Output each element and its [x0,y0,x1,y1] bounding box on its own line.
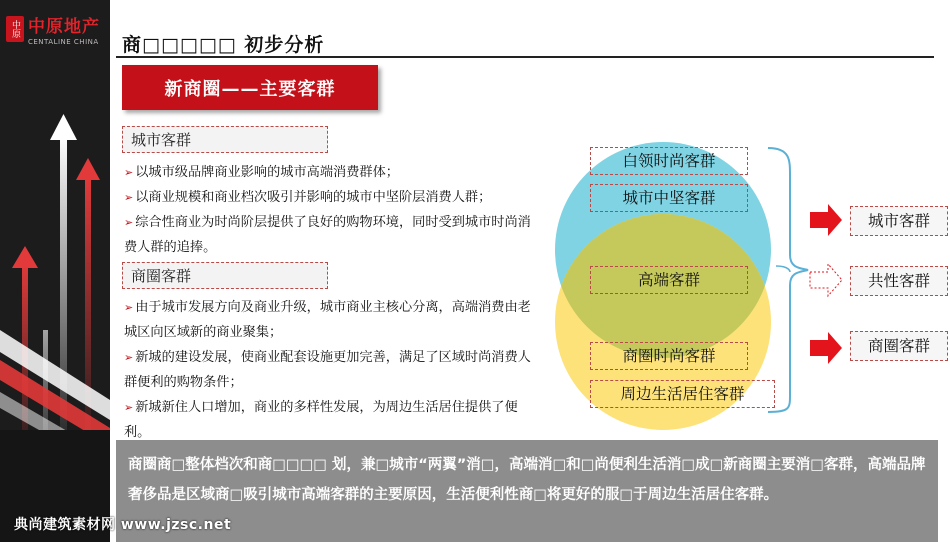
watermark: 典尚建筑素材网 www.jzsc.net [14,517,232,533]
section-banner: 新商圈——主要客群 [122,65,378,110]
outcome-district: 商圈客群 [850,331,948,361]
city-arrow-icon [810,204,842,236]
venn-label-residents: 周边生活居住客群 [590,380,775,408]
city-section-heading: 城市客群 [122,126,328,153]
page-title: 商□□□□□ 初步分析 [122,34,325,56]
venn-label-district-fashion: 商圈时尚客群 [590,342,748,370]
bullet-item: ➢ 综合性商业为时尚阶层提供了良好的购物环境，同时受到城市时尚消费人群的追捧。 [124,215,531,255]
bullet-item: ➢ 新城的建设发展，使商业配套设施更加完善，满足了区域时尚消费人群便利的购物条件； [124,350,531,390]
bullet-item: ➢ 新城新住人口增加，商业的多样性发展，为周边生活居住提供了便利。 [124,400,518,440]
group-bracket [768,148,808,412]
venn-label-white-collar: 白领时尚客群 [590,147,748,175]
brand-seal: 中原 [6,16,24,42]
brand-name-en: CENTALINE CHINA [28,38,99,46]
summary-box: 商圈商□整体档次和商□□□□ 划，兼□城市“两翼”消□，高端消□和□尚便利生活消□成□新商圈主要消□客群，高端品牌奢侈品是区域商□吸引城市高端客群的主要原因，生活便利性商□将更好的服□于周边生活居住客群。 [116,440,938,542]
district-section-heading: 商圈客群 [122,262,328,289]
bullet-item: ➢ 以商业规模和商业档次吸引并影响的城市中坚阶层消费人群； [124,190,492,205]
district-arrow-icon [810,332,842,364]
brand-name-cn: 中原地产 [28,17,100,37]
shared-arrow-icon [810,264,842,296]
outcome-shared: 共性客群 [850,266,948,296]
venn-label-city-core: 城市中坚客群 [590,184,748,212]
venn-label-high-end: 高端客群 [590,266,748,294]
outcome-city: 城市客群 [850,206,948,236]
bullet-item: ➢ 以城市级品牌商业影响的城市高端消费群体； [124,165,399,180]
bullet-item: ➢ 由于城市发展方向及商业升级，城市商业主核心分离，高端消费由老城区向区域新的商业聚集； [124,300,531,340]
